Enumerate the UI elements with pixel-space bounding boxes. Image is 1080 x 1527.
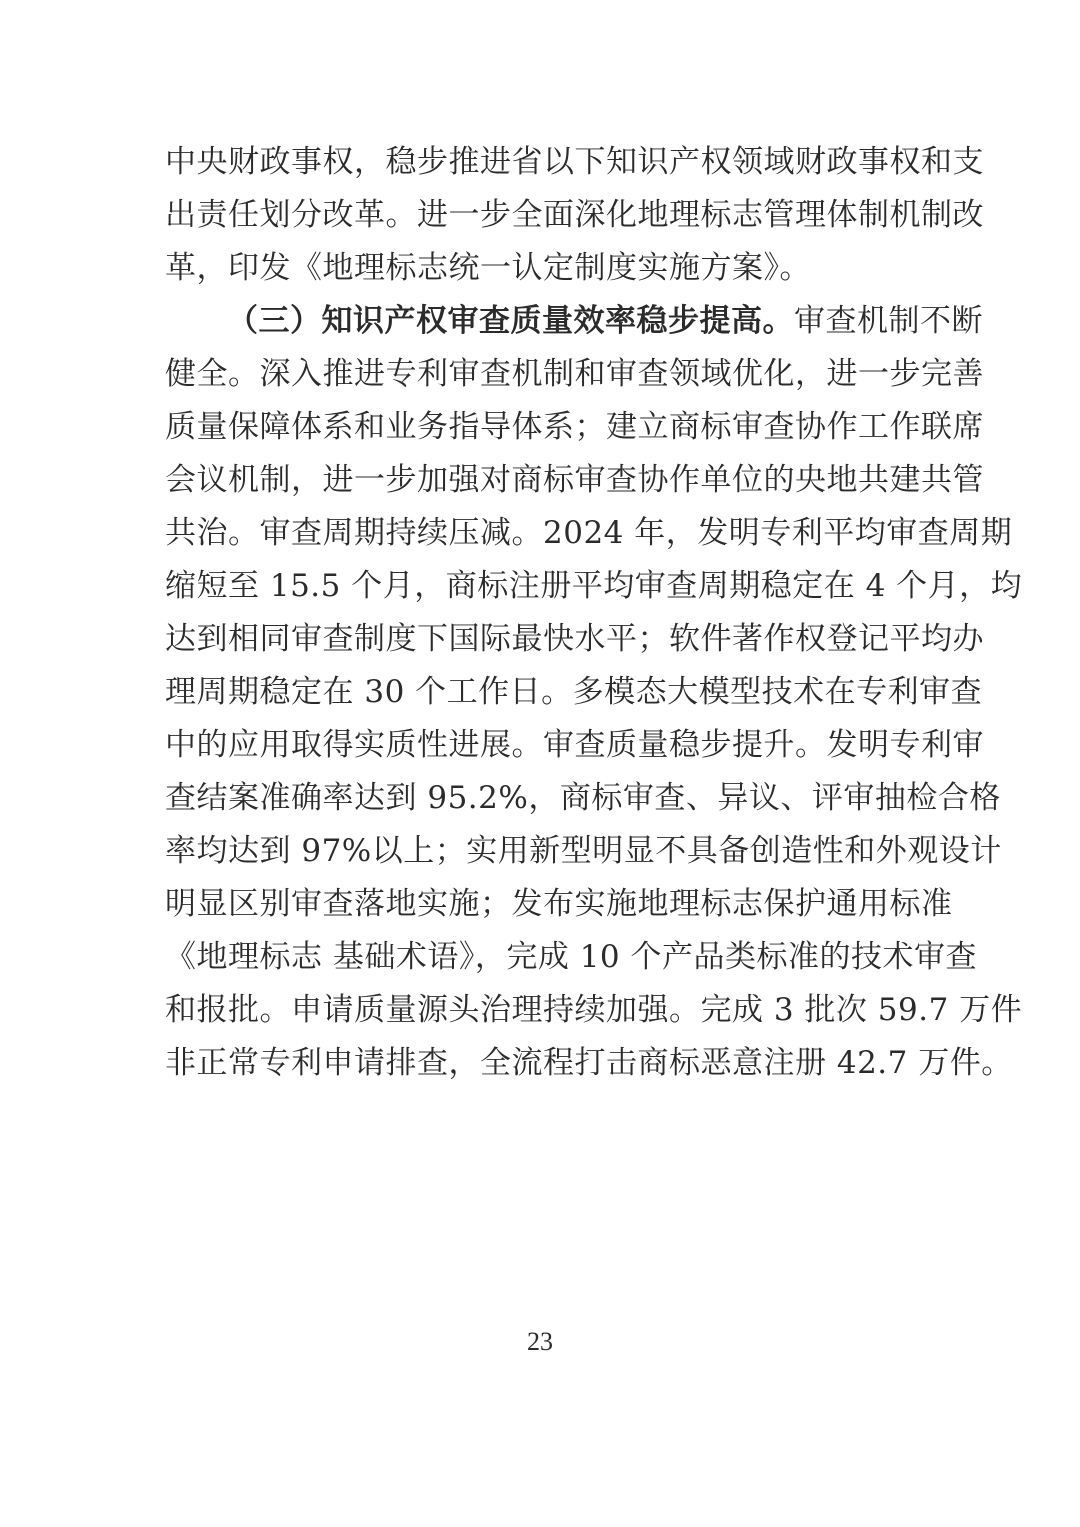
text-line: 出责任划分改革。进一步全面深化地理标志管理体制机制改 [165,197,984,233]
text-line: 率均达到 97%以上；实用新型明显不具备创造性和外观设计 [165,833,1002,869]
text-line: 非正常专利申请排查，全流程打击商标恶意注册 42.7 万件。 [165,1045,1013,1081]
section-heading-line [165,295,983,348]
section-heading: （三）知识产权审查质量效率稳步提高。 [227,303,794,339]
text-line: 会议机制，进一步加强对商标审查协作单位的央地共建共管 [165,462,984,498]
text-line: 质量保障体系和业务指导体系；建立商标审查协作工作联席 [165,409,984,445]
text-line: 理周期稳定在 30 个工作日。多模态大模型技术在专利审查 [165,674,983,710]
text-line: 革，印发《地理标志统一认定制度实施方案》。 [165,250,811,286]
text-line: 明显区别审查落地实施；发布实施地理标志保护通用标准 [165,886,953,922]
text-line: 共治。审查周期持续压减。2024 年，发明专利平均审查周期 [165,515,1013,551]
section-heading-continuation: 审查机制不断 [794,303,983,339]
text-line: 《地理标志 基础术语》，完成 10 个产品类标准的技术审查 [165,939,978,975]
text-line: 健全。深入推进专利审查机制和审查领域优化，进一步完善 [165,356,984,392]
text-line: 中的应用取得实质性进展。审查质量稳步提升。发明专利审 [165,727,984,763]
text-line: 查结案准确率达到 95.2%，商标审查、异议、评审抽检合格 [165,780,1001,816]
text-line: 缩短至 15.5 个月，商标注册平均审查周期稳定在 4 个月，均 [165,568,1023,604]
body-text [165,136,1023,1090]
text-line: 中央财政事权，稳步推进省以下知识产权领域财政事权和支 [165,144,984,180]
text-line: 和报批。申请质量源头治理持续加强。完成 3 批次 59.7 万件 [165,992,1023,1028]
text-line: 达到相同审查制度下国际最快水平；软件著作权登记平均办 [165,621,984,657]
page-number: 23 [527,1327,553,1356]
